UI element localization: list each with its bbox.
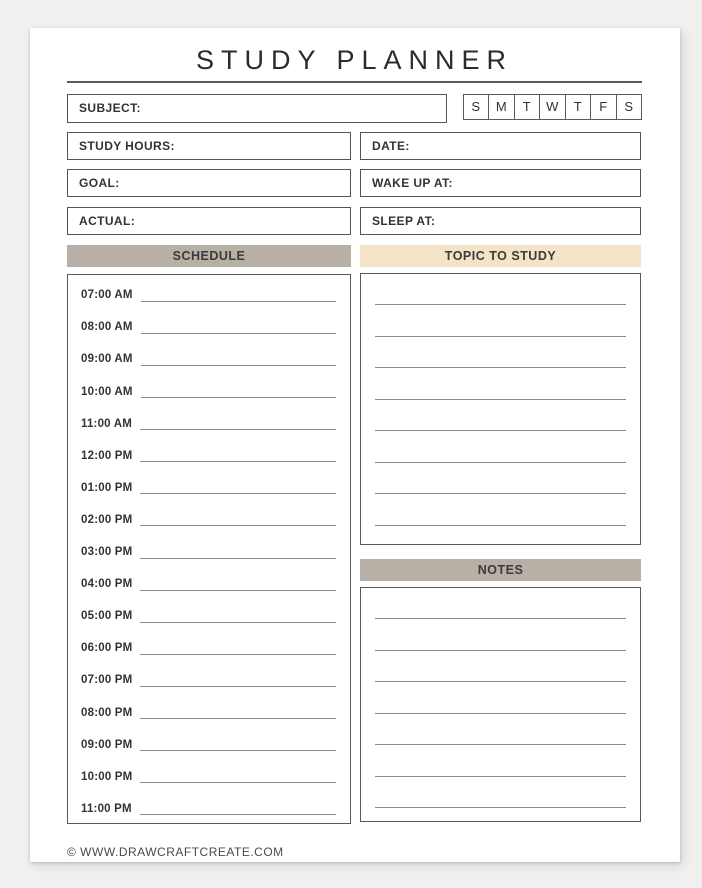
wake-up-field[interactable]	[360, 169, 641, 197]
schedule-time: 06:00 PM	[81, 642, 133, 655]
wake-up-label: WAKE UP AT:	[372, 176, 453, 191]
schedule-entry-line[interactable]	[140, 493, 336, 494]
topic-notes-column	[360, 245, 641, 822]
planner-page	[30, 28, 680, 862]
schedule-entry-line[interactable]	[140, 686, 336, 687]
schedule-row	[81, 760, 340, 792]
actual-field[interactable]	[67, 207, 351, 235]
actual-label: ACTUAL:	[79, 213, 136, 228]
notes-line[interactable]	[375, 650, 626, 651]
schedule-entry-line[interactable]	[141, 301, 336, 302]
schedule-time: 09:00 PM	[81, 738, 133, 751]
schedule-time: 09:00 AM	[81, 353, 133, 366]
schedule-time: 10:00 PM	[81, 770, 133, 783]
sleep-field[interactable]	[360, 207, 641, 235]
date-field[interactable]	[360, 132, 641, 160]
day-cell-wednesday[interactable]: W	[539, 94, 566, 120]
schedule-entry-line[interactable]	[140, 622, 336, 623]
schedule-row	[81, 471, 340, 503]
day-cell-saturday[interactable]: S	[616, 94, 643, 120]
schedule-time: 07:00 PM	[81, 674, 133, 687]
topic-line[interactable]	[375, 399, 626, 400]
schedule-time: 03:00 PM	[81, 546, 133, 559]
schedule-entry-line[interactable]	[140, 525, 336, 526]
title-divider	[67, 81, 642, 83]
main-sections	[67, 245, 642, 824]
schedule-row	[81, 535, 340, 567]
day-cell-thursday[interactable]: T	[565, 94, 592, 120]
schedule-entry-line[interactable]	[140, 461, 336, 462]
schedule-entry-line[interactable]	[141, 397, 336, 398]
notes-header: NOTES	[360, 559, 641, 581]
topic-line[interactable]	[375, 367, 626, 368]
schedule-row	[81, 568, 340, 600]
goal-label: GOAL:	[79, 176, 120, 191]
topic-line[interactable]	[375, 525, 626, 526]
weekday-selector	[463, 94, 643, 120]
subject-row	[67, 94, 642, 123]
schedule-time: 11:00 AM	[81, 417, 133, 430]
schedule-row	[81, 439, 340, 471]
schedule-time: 05:00 PM	[81, 610, 133, 623]
topic-line[interactable]	[375, 336, 626, 337]
topic-header: TOPIC TO STUDY	[360, 245, 641, 267]
schedule-box	[67, 274, 351, 824]
notes-box	[360, 587, 641, 822]
topic-line[interactable]	[375, 304, 626, 305]
schedule-row	[81, 503, 340, 535]
schedule-row	[81, 696, 340, 728]
notes-line[interactable]	[375, 744, 626, 745]
schedule-section	[67, 245, 351, 824]
schedule-entry-line[interactable]	[140, 590, 336, 591]
notes-line[interactable]	[375, 776, 626, 777]
topic-line[interactable]	[375, 462, 626, 463]
study-hours-label: STUDY HOURS:	[79, 138, 175, 153]
schedule-row	[81, 343, 340, 375]
schedule-row	[81, 632, 340, 664]
day-cell-friday[interactable]: F	[590, 94, 617, 120]
schedule-time: 08:00 AM	[81, 321, 133, 334]
schedule-entry-line[interactable]	[141, 365, 336, 366]
schedule-time: 11:00 PM	[81, 802, 132, 815]
notes-line[interactable]	[375, 681, 626, 682]
schedule-header: SCHEDULE	[67, 245, 351, 267]
schedule-entry-line[interactable]	[140, 718, 336, 719]
schedule-time: 02:00 PM	[81, 513, 133, 526]
schedule-time: 10:00 AM	[81, 385, 133, 398]
day-cell-tuesday[interactable]: T	[514, 94, 541, 120]
sleep-label: SLEEP AT:	[372, 213, 436, 228]
schedule-row	[81, 792, 340, 824]
schedule-row	[81, 728, 340, 760]
schedule-row	[81, 279, 340, 311]
subject-label: SUBJECT:	[79, 101, 141, 116]
goal-field[interactable]	[67, 169, 351, 197]
topic-line[interactable]	[375, 493, 626, 494]
study-hours-field[interactable]	[67, 132, 351, 160]
schedule-entry-line[interactable]	[141, 333, 336, 334]
date-label: DATE:	[372, 138, 410, 153]
topic-line[interactable]	[375, 430, 626, 431]
page-title: STUDY PLANNER	[195, 45, 514, 75]
copyright-text: © WWW.DRAWCRAFTCREATE.COM	[67, 844, 284, 859]
schedule-time: 08:00 PM	[81, 706, 133, 719]
schedule-entry-line[interactable]	[140, 654, 336, 655]
schedule-time: 12:00 PM	[81, 449, 133, 462]
topic-box	[360, 273, 641, 545]
day-cell-sunday[interactable]: S	[463, 94, 490, 120]
schedule-entry-line[interactable]	[140, 558, 336, 559]
schedule-entry-line[interactable]	[140, 429, 336, 430]
schedule-entry-line[interactable]	[140, 782, 336, 783]
notes-line[interactable]	[375, 713, 626, 714]
schedule-row	[81, 407, 340, 439]
schedule-row	[81, 311, 340, 343]
subject-field[interactable]	[67, 94, 447, 123]
schedule-time: 01:00 PM	[81, 481, 133, 494]
schedule-row	[81, 600, 340, 632]
schedule-row	[81, 664, 340, 696]
schedule-entry-line[interactable]	[140, 750, 336, 751]
schedule-entry-line[interactable]	[140, 814, 336, 815]
schedule-row	[81, 375, 340, 407]
info-fields	[67, 132, 642, 235]
notes-line[interactable]	[375, 807, 626, 808]
schedule-time: 04:00 PM	[81, 578, 133, 591]
notes-line[interactable]	[375, 618, 626, 619]
day-cell-monday[interactable]: M	[488, 94, 515, 120]
schedule-time: 07:00 AM	[81, 289, 133, 302]
